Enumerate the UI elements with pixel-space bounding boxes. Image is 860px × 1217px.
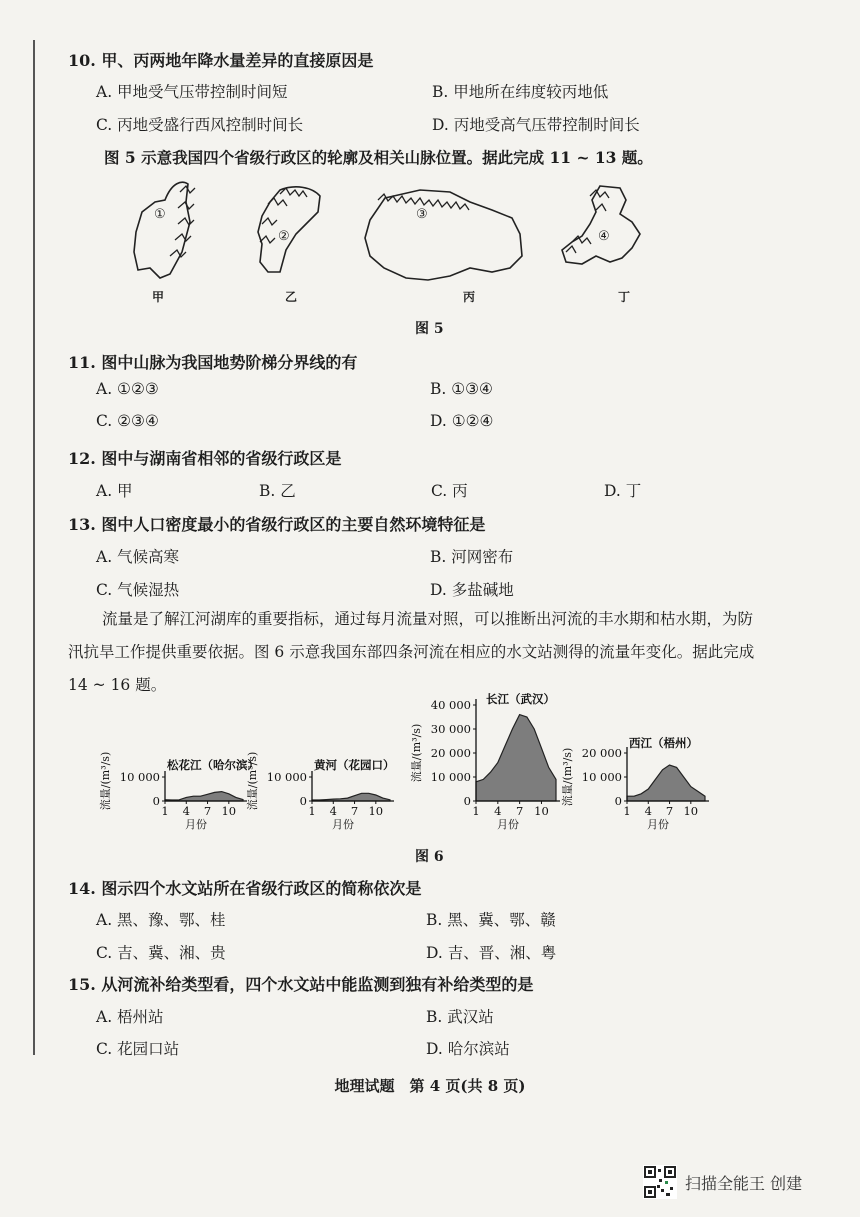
y-axis-title-chart-4: 流量/(m³/s) bbox=[561, 747, 574, 807]
x-tick-label-chart-1: 7 bbox=[203, 804, 212, 818]
y-tick-label-chart-4: 20 000 bbox=[581, 746, 622, 760]
x-tick-label-chart-2: 4 bbox=[329, 804, 337, 818]
question-11-option-c: C. ②③④ bbox=[96, 412, 159, 430]
question-13-option-c: C. 气候湿热 bbox=[96, 581, 180, 599]
flow-area-series-3 bbox=[476, 715, 556, 801]
question-14-option-c: C. 吉、冀、湘、贵 bbox=[96, 944, 226, 962]
y-axis-title-chart-3: 流量/(m³/s) bbox=[410, 723, 423, 783]
x-tick-label-chart-4: 4 bbox=[644, 804, 652, 818]
y-tick-label-chart-4: 10 000 bbox=[581, 770, 622, 784]
x-tick-label-chart-3: 7 bbox=[515, 804, 524, 818]
y-tick-label-chart-3: 40 000 bbox=[430, 698, 471, 712]
x-tick-label-chart-4: 7 bbox=[665, 804, 674, 818]
question-15-option-b: B. 武汉站 bbox=[426, 1008, 494, 1026]
question-14-stem: 14. 图示四个水文站所在省级行政区的简称依次是 bbox=[68, 879, 422, 898]
flow-area-series-2 bbox=[312, 793, 390, 801]
region-label-bing: 丙 bbox=[463, 290, 476, 304]
question-10-option-a: A. 甲地受气压带控制时间短 bbox=[96, 83, 288, 101]
question-15-stem: 15. 从河流补给类型看，四个水文站中能监测到独有补给类型的是 bbox=[68, 975, 534, 994]
flow-area-series-4 bbox=[627, 765, 705, 801]
question-11-option-d: D. ①②④ bbox=[430, 412, 494, 430]
mountain-label-1: ① bbox=[154, 207, 166, 222]
x-tick-label-chart-2: 1 bbox=[308, 804, 316, 818]
x-tick-label-chart-3: 4 bbox=[494, 804, 502, 818]
question-14-option-b: B. 黑、冀、鄂、赣 bbox=[426, 911, 556, 929]
question-14-option-d: D. 吉、晋、湘、粤 bbox=[426, 944, 557, 962]
mountain-label-3: ③ bbox=[416, 207, 428, 222]
region-label-ding: 丁 bbox=[618, 290, 631, 304]
x-axis-title-chart-3: 月份 bbox=[497, 818, 519, 831]
chart-title-4: 西江（梧州） bbox=[629, 736, 698, 750]
question-13-option-d: D. 多盐碱地 bbox=[430, 581, 514, 599]
qr-code-icon bbox=[643, 1165, 677, 1199]
question-12-option-d: D. 丁 bbox=[604, 482, 642, 500]
y-tick-label-chart-3: 20 000 bbox=[430, 746, 471, 760]
y-tick-label-chart-2: 10 000 bbox=[266, 770, 307, 784]
x-tick-label-chart-1: 4 bbox=[182, 804, 190, 818]
x-tick-label-chart-1: 1 bbox=[161, 804, 169, 818]
region-label-yi: 乙 bbox=[285, 290, 298, 304]
figure-6-intro-text: 流量是了解江河湖库的重要指标，通过每月流量对照，可以推断出河流的丰水期和枯水期，为防汛抗旱工作提供重要依据。图 6 示意我国东部四条河流在相应的水文站测得的流量年变化。据此完成 14 ~ 16 题。 bbox=[68, 610, 755, 694]
scanner-watermark-text: 扫描全能王 创建 bbox=[685, 1173, 803, 1193]
x-axis-title-chart-2: 月份 bbox=[332, 818, 354, 831]
figure-6-caption: 图 6 bbox=[415, 849, 444, 865]
question-13-option-b: B. 河网密布 bbox=[430, 548, 514, 566]
x-axis-title-chart-4: 月份 bbox=[647, 818, 669, 831]
figure-6-intro-paragraph bbox=[68, 603, 758, 702]
question-10-option-d: D. 丙地受高气压带控制时间长 bbox=[432, 116, 640, 134]
x-axis-title-chart-1: 月份 bbox=[185, 818, 207, 831]
question-12-option-b: B. 乙 bbox=[259, 482, 296, 500]
question-11-stem: 11. 图中山脉为我国地势阶梯分界线的有 bbox=[68, 353, 358, 372]
binding-margin-line bbox=[33, 40, 35, 1055]
x-tick-label-chart-2: 10 bbox=[368, 804, 384, 818]
page-footer: 地理试题 第 4 页(共 8 页) bbox=[334, 1077, 526, 1095]
question-10-stem: 10. 甲、丙两地年降水量差异的直接原因是 bbox=[68, 51, 374, 70]
question-12-option-a: A. 甲 bbox=[96, 482, 133, 500]
question-11-option-a: A. ①②③ bbox=[96, 380, 159, 398]
y-axis-title-chart-2: 流量/(m³/s) bbox=[246, 751, 259, 811]
figure-5-caption: 图 5 bbox=[415, 321, 444, 337]
x-tick-label-chart-4: 1 bbox=[623, 804, 631, 818]
y-tick-label-chart-4: 0 bbox=[614, 794, 622, 808]
province-outline-jia bbox=[134, 182, 190, 278]
x-tick-label-chart-4: 10 bbox=[683, 804, 699, 818]
y-axis-title-chart-1: 流量/(m³/s) bbox=[99, 751, 112, 811]
region-label-jia: 甲 bbox=[152, 290, 165, 304]
x-tick-label-chart-2: 7 bbox=[350, 804, 359, 818]
chart-title-1: 松花江（哈尔滨） bbox=[167, 758, 259, 772]
chart-title-2: 黄河（花园口） bbox=[314, 758, 395, 772]
figure-6-flow-charts bbox=[0, 692, 860, 840]
question-10-option-b: B. 甲地所在纬度较丙地低 bbox=[432, 83, 609, 101]
x-tick-label-chart-1: 10 bbox=[221, 804, 237, 818]
mountain-label-2: ② bbox=[278, 229, 290, 244]
question-11-option-b: B. ①③④ bbox=[430, 380, 493, 398]
y-tick-label-chart-3: 30 000 bbox=[430, 722, 471, 736]
question-13-stem: 13. 图中人口密度最小的省级行政区的主要自然环境特征是 bbox=[68, 515, 486, 534]
y-tick-label-chart-3: 10 000 bbox=[430, 770, 471, 784]
mountain-label-4: ④ bbox=[598, 229, 610, 244]
question-12-option-c: C. 丙 bbox=[431, 482, 468, 500]
figure-5-intro: 图 5 示意我国四个省级行政区的轮廓及相关山脉位置。据此完成 11 ~ 13 题。 bbox=[104, 148, 653, 167]
question-10-option-c: C. 丙地受盛行西风控制时间长 bbox=[96, 116, 304, 134]
question-15-option-d: D. 哈尔滨站 bbox=[426, 1040, 510, 1058]
question-12-stem: 12. 图中与湖南省相邻的省级行政区是 bbox=[68, 449, 342, 468]
question-13-option-a: A. 气候高寒 bbox=[96, 548, 180, 566]
y-tick-label-chart-3: 0 bbox=[463, 794, 471, 808]
question-15-option-a: A. 梧州站 bbox=[96, 1008, 164, 1026]
province-outline-ding bbox=[562, 186, 640, 264]
y-tick-label-chart-1: 0 bbox=[152, 794, 160, 808]
y-tick-label-chart-2: 0 bbox=[299, 794, 307, 808]
chart-title-3: 长江（武汉） bbox=[486, 692, 555, 706]
x-tick-label-chart-3: 1 bbox=[472, 804, 480, 818]
question-14-option-a: A. 黑、豫、鄂、桂 bbox=[96, 911, 226, 929]
x-tick-label-chart-3: 10 bbox=[534, 804, 549, 818]
province-outline-bing bbox=[365, 190, 522, 280]
question-15-option-c: C. 花园口站 bbox=[96, 1040, 180, 1058]
flow-area-series-1 bbox=[165, 792, 243, 801]
y-tick-label-chart-1: 10 000 bbox=[119, 770, 160, 784]
scanner-watermark bbox=[643, 1165, 802, 1199]
figure-5-province-maps bbox=[120, 172, 740, 292]
